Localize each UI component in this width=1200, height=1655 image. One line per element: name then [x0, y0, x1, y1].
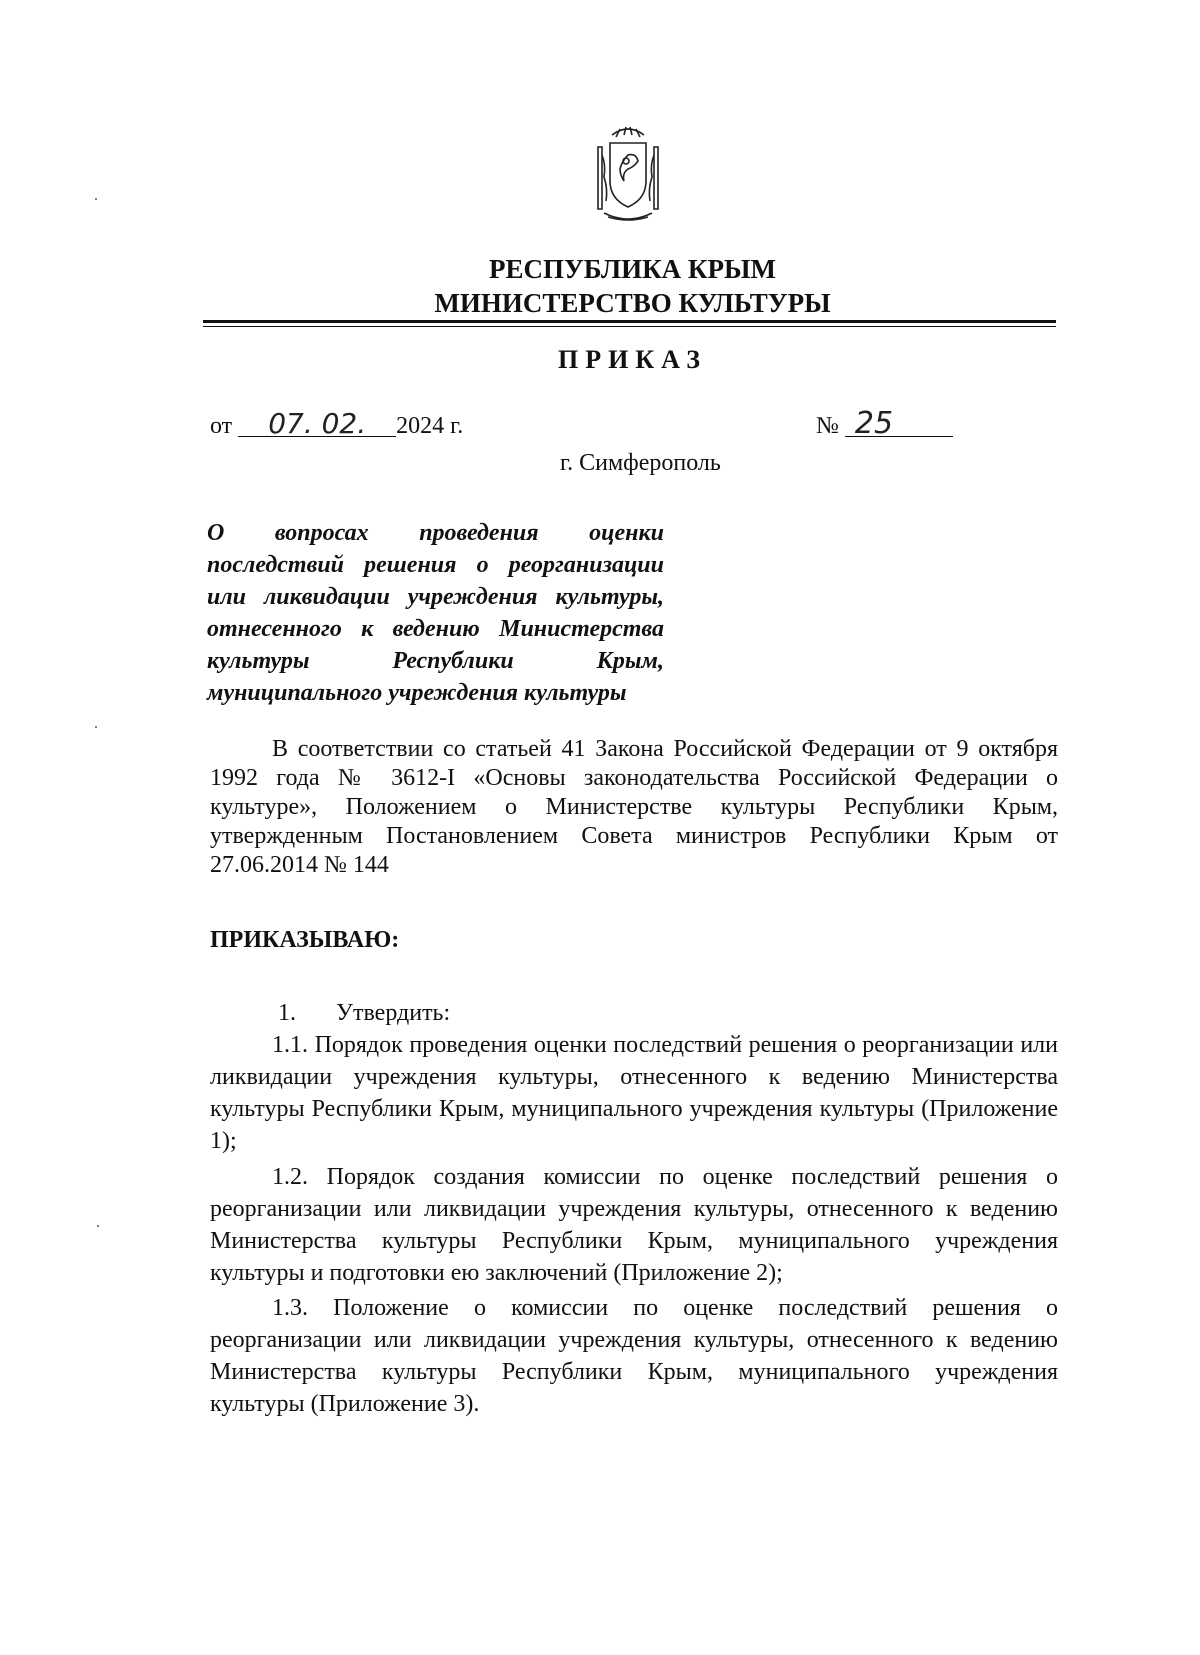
- scan-speck: [95, 198, 97, 200]
- date-handwritten: 07. 02.: [238, 412, 396, 437]
- subject-line: последствий решения о реорганизации: [207, 552, 664, 578]
- header-divider-thick: [203, 320, 1056, 323]
- republic-name: РЕСПУБЛИКА КРЫМ: [488, 254, 776, 284]
- item-1-text: Утвердить:: [336, 1000, 451, 1026]
- subject-line: или ликвидации учреждения культуры,: [207, 584, 664, 610]
- scan-speck: [97, 1225, 99, 1227]
- date-prefix: от: [210, 413, 233, 439]
- scan-speck: [95, 726, 97, 728]
- subject-line: культуры Республики Крым,: [207, 648, 664, 674]
- header-divider-thin: [203, 326, 1056, 327]
- item-1-number: 1.: [278, 1000, 296, 1026]
- number-handwritten: 25: [845, 412, 953, 437]
- document-type-title: ПРИКАЗ: [557, 345, 708, 374]
- preamble-paragraph: В соответствии со статьей 41 Закона Российской Федерации от 9 октября 1992 года № 3612-I «Основы законодательства Российской Федерации о культуре», Положением о Министерстве культуры Республики Крым, утвержденным Постановлением Совета министров Республики Крым от 27.06.2014 № 144: [210, 736, 1058, 878]
- crimea-coat-of-arms-icon: [590, 125, 666, 225]
- item-1-2-paragraph: 1.2. Порядок создания комиссии по оценке последствий решения о реорганизации или ликвидации учреждения культуры, отнесенного к ведению Министерства культуры Республики Крым, муниципального учреждения культуры и подготовки ею заключений (Приложение 2);: [210, 1164, 1058, 1286]
- item-1-3-paragraph: 1.3. Положение о комиссии по оценке последствий решения о реорганизации или ликвидации учреждения культуры, отнесенного к ведению Министерства культуры Республики Крым, муниципального учреждения культуры (Приложение 3).: [210, 1295, 1058, 1417]
- ministry-name: МИНИСТЕРСТВО КУЛЬТУРЫ: [434, 288, 831, 318]
- date-year: 2024 г.: [396, 413, 464, 439]
- item-1-1-paragraph: 1.1. Порядок проведения оценки последствий решения о реорганизации или ликвидации учреждения культуры, отнесенного к ведению Министерства культуры Республики Крым, муниципального учреждения культуры (Приложение 1);: [210, 1032, 1058, 1154]
- subject-line: отнесенного к ведению Министерства: [207, 616, 664, 642]
- subject-line: муниципального учреждения культуры: [207, 680, 627, 706]
- order-number: [816, 406, 953, 441]
- order-date: [210, 407, 464, 440]
- subject-line: О вопросах проведения оценки: [207, 520, 664, 546]
- order-subject: [207, 517, 664, 709]
- city: г. Симферополь: [560, 450, 721, 476]
- item-1: [278, 1000, 450, 1027]
- order-heading: ПРИКАЗЫВАЮ:: [210, 927, 400, 953]
- number-prefix: №: [816, 413, 839, 439]
